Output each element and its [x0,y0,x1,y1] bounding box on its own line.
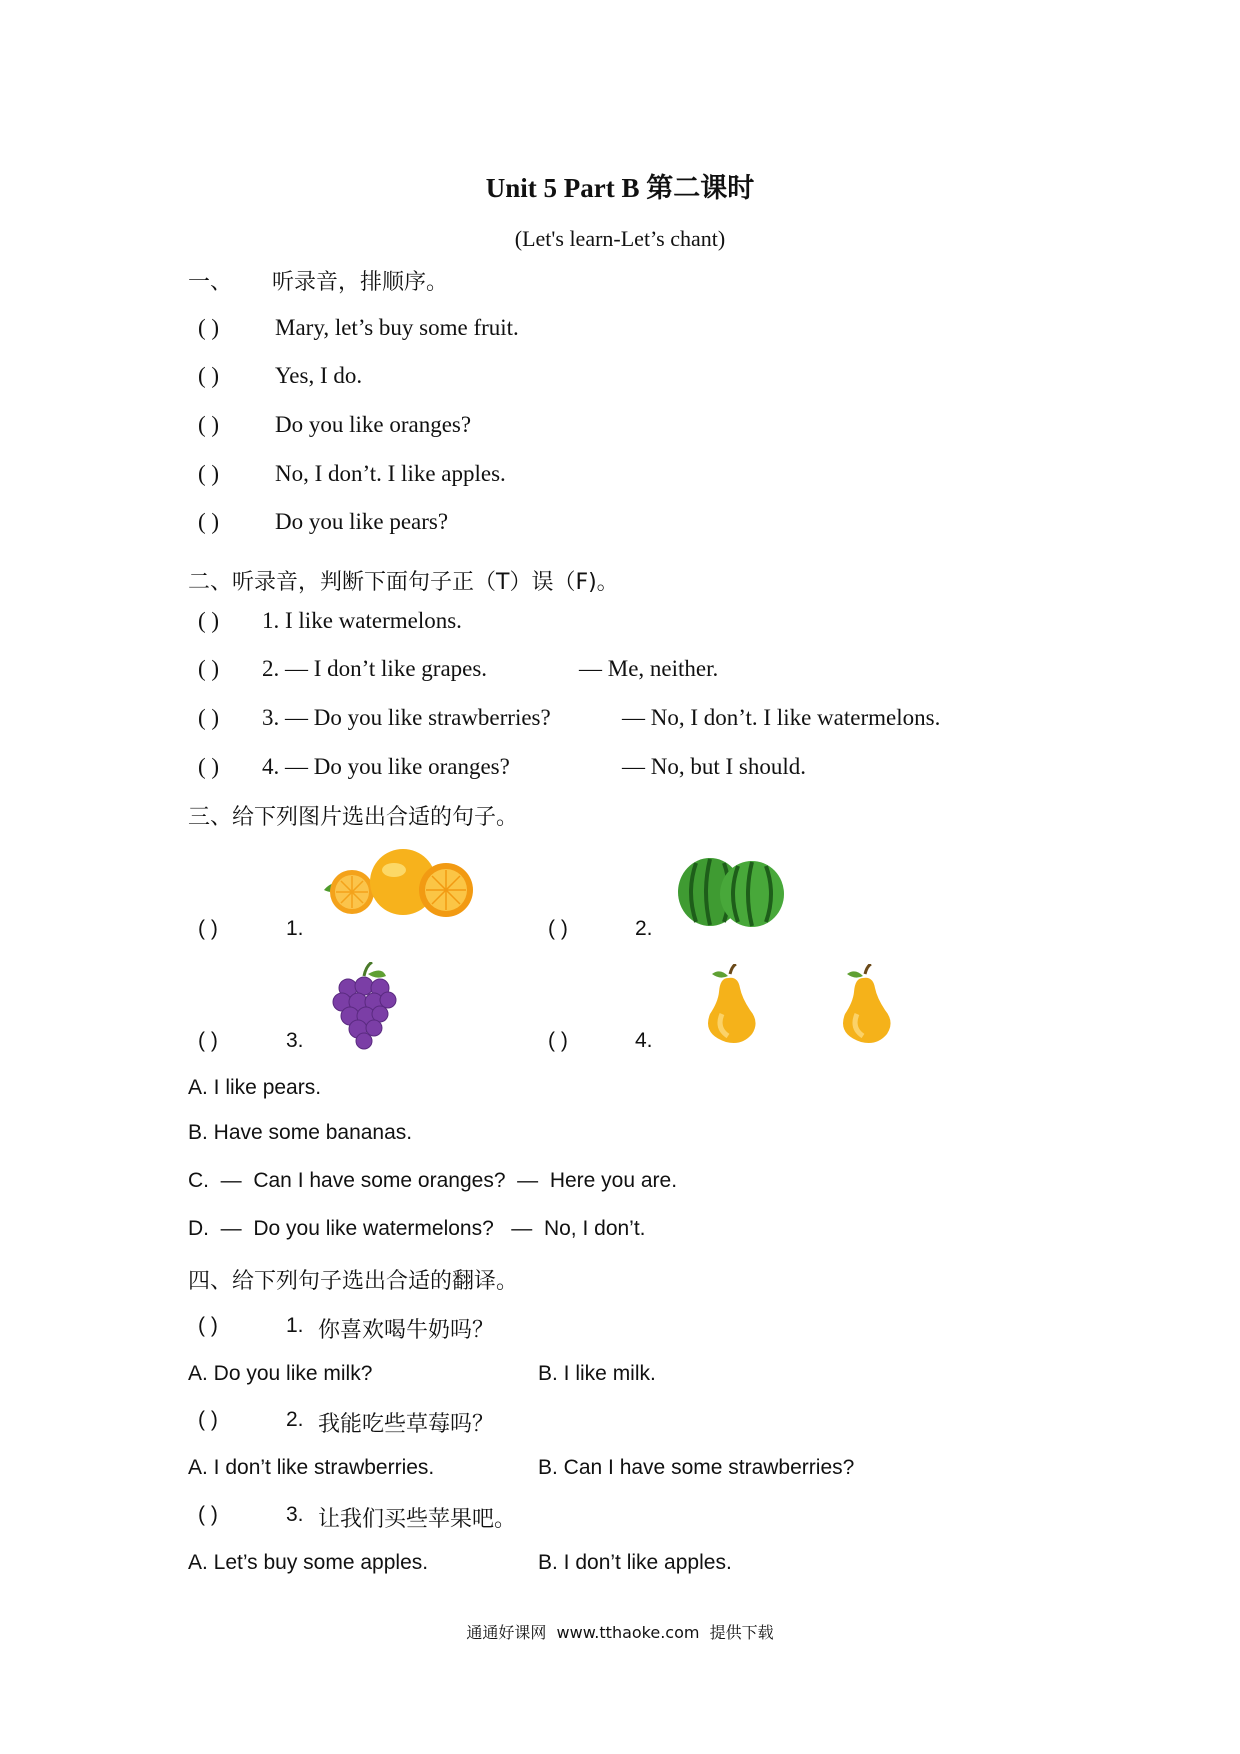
section2-reply: — No, I don’t. I like watermelons. [622,705,941,730]
section4-option-a: A. Do you like milk? [188,1362,373,1385]
grapes-icon [330,962,400,1050]
section4-question: 让我们买些苹果吧。 [318,1507,517,1532]
picture1-blank[interactable]: ( ) [198,917,218,940]
section1-blank[interactable]: ( ) [198,509,220,534]
page-title: Unit 5 Part B 第二课时 [485,173,755,203]
section3-option-b: B. Have some bananas. [188,1121,413,1144]
section4-blank[interactable]: ( ) [198,1408,218,1431]
section2-blank[interactable]: ( ) [198,754,220,779]
section4-option-b: B. Can I have some strawberries? [538,1456,855,1479]
section1-blank[interactable]: ( ) [198,412,220,437]
picture2-number: 2. [635,917,653,940]
section2-blank[interactable]: ( ) [198,656,220,681]
picture2-blank[interactable]: ( ) [548,917,568,940]
section4-question: 你喜欢喝牛奶吗？ [318,1318,495,1343]
picture3-number: 3. [286,1029,304,1052]
section2-sentence: 1. I like watermelons. [262,608,462,633]
section3-option-a: A. I like pears. [188,1076,322,1099]
section4-blank[interactable]: ( ) [198,1314,218,1337]
section1-heading-number: 一、 [188,270,233,295]
section2-blank[interactable]: ( ) [198,608,220,633]
picture1-number: 1. [286,917,304,940]
page-subtitle: (Let's learn-Let’s chant) [514,226,726,251]
section2-reply: — Me, neither. [579,656,719,681]
section1-blank[interactable]: ( ) [198,363,220,388]
section1-blank[interactable]: ( ) [198,315,220,340]
section1-sentence: Mary, let’s buy some fruit. [275,315,519,340]
section2-sentence: 2. — I don’t like grapes. [262,656,488,681]
section1-sentence: Yes, I do. [275,363,363,388]
section2-sentence: 4. — Do you like oranges? [262,754,510,779]
picture4-number: 4. [635,1029,653,1052]
section4-option-a: A. I don’t like strawberries. [188,1456,435,1479]
section4-option-b: B. I like milk. [538,1362,656,1385]
picture3-blank[interactable]: ( ) [198,1029,218,1052]
section4-option-a: A. Let’s buy some apples. [188,1551,429,1574]
section4-question: 我能吃些草莓吗？ [318,1412,495,1437]
section2-blank[interactable]: ( ) [198,705,220,730]
section1-sentence: Do you like pears? [275,509,449,534]
section4-blank[interactable]: ( ) [198,1503,218,1526]
section1-heading: 听录音，排顺序。 [272,270,449,295]
section2-reply: — No, but I should. [622,754,806,779]
picture4-blank[interactable]: ( ) [548,1029,568,1052]
watermelons-icon [676,856,788,928]
section4-number: 1. [286,1314,304,1337]
section4-heading: 四、给下列句子选出合适的翻译。 [188,1269,519,1294]
section2-sentence: 3. — Do you like strawberries? [262,705,551,730]
section4-number: 2. [286,1408,304,1431]
oranges-icon [318,840,478,920]
footer-source: 通通好课网 www.tthaoke.com 提供下载 [466,1623,774,1642]
section3-option-d: D. — Do you like watermelons? — No, I don’t. [188,1217,646,1240]
section1-sentence: Do you like oranges? [275,412,472,437]
section1-sentence: No, I don’t. I like apples. [275,461,506,486]
section3-heading: 三、给下列图片选出合适的句子。 [188,805,519,830]
section3-option-c: C. — Can I have some oranges? — Here you are. [188,1169,678,1192]
section4-option-b: B. I don’t like apples. [538,1551,732,1574]
section2-heading: 二、听录音，判断下面句子正（T）误（F)。 [188,570,619,595]
section4-number: 3. [286,1503,304,1526]
pears-icon [702,964,902,1046]
section1-blank[interactable]: ( ) [198,461,220,486]
